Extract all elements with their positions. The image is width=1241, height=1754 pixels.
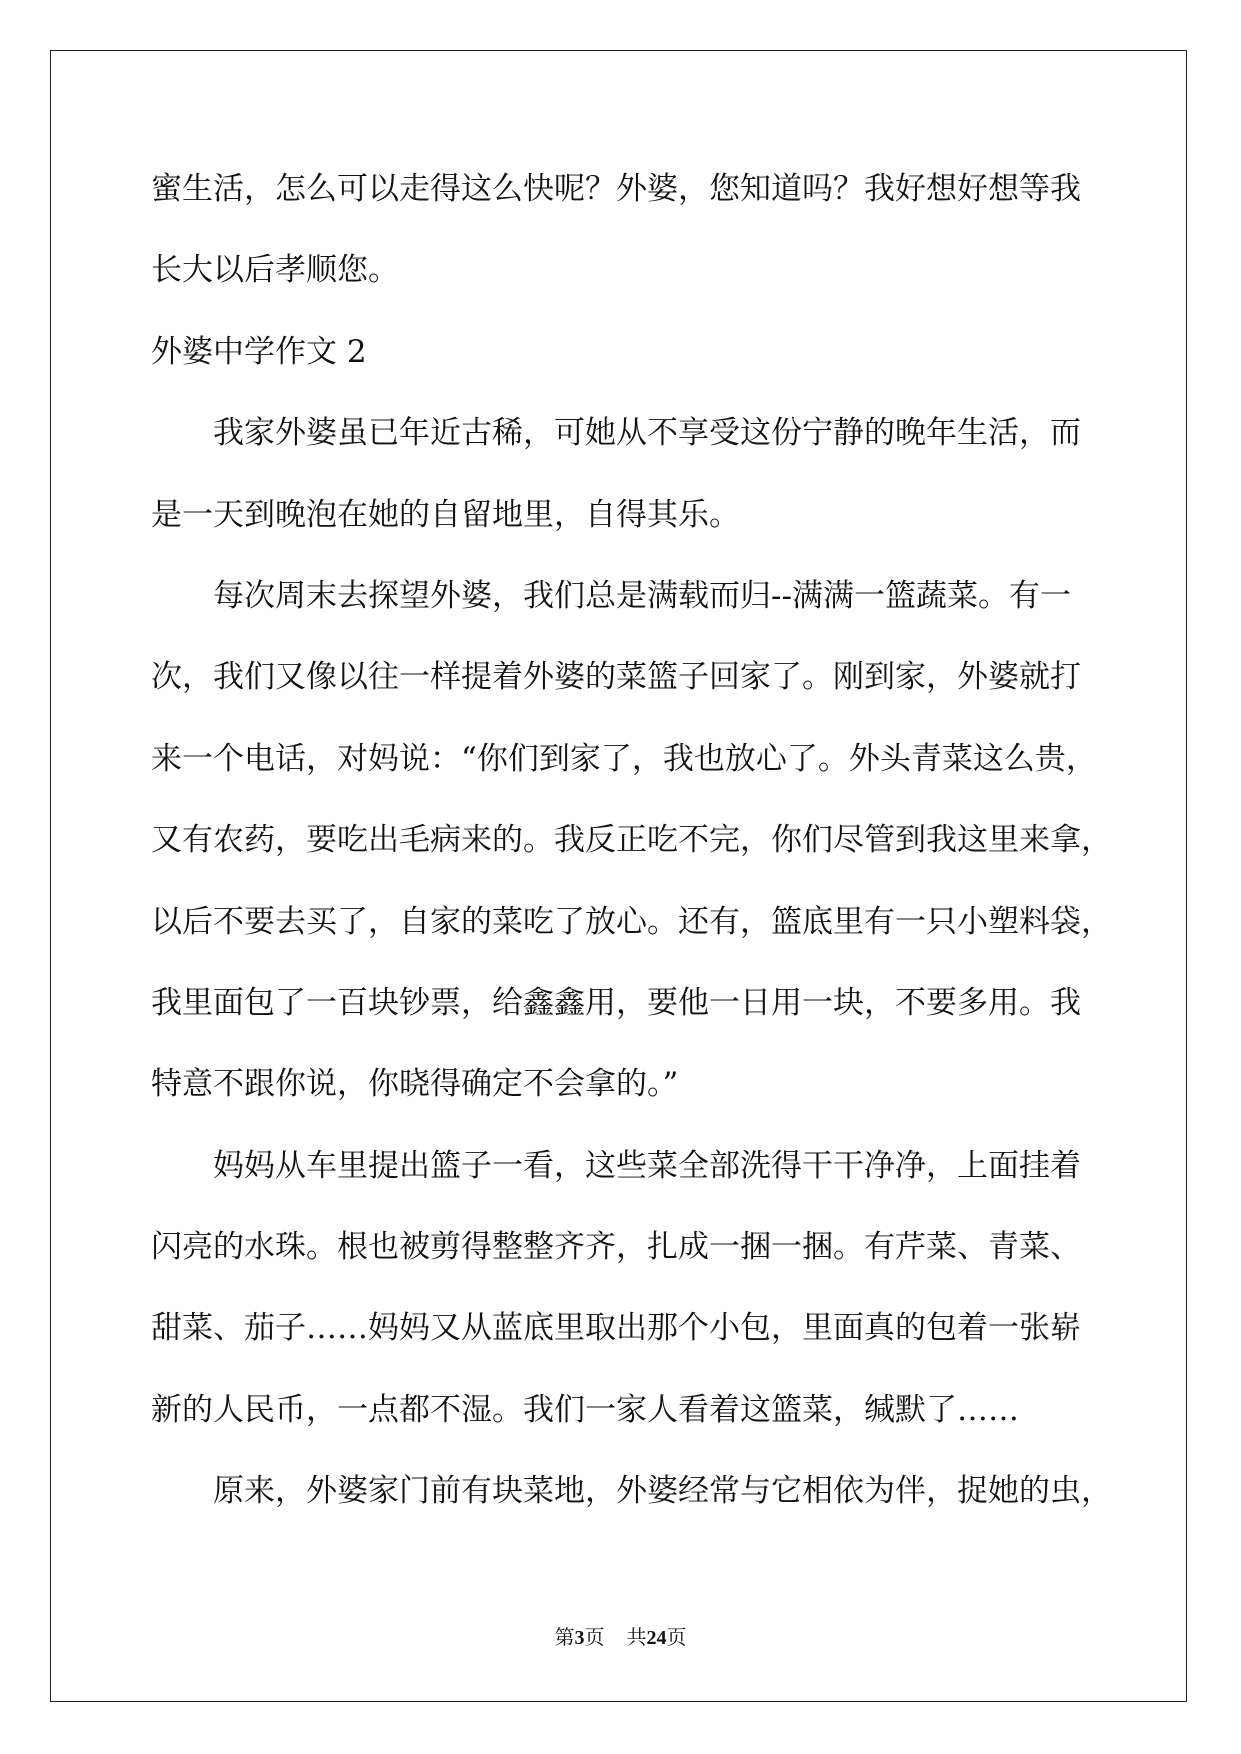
total-pages-prefix: 共 <box>626 1625 647 1649</box>
text-line: 闪亮的水珠。根也被剪得整整齐齐，扎成一捆一捆。有芹菜、青菜、 <box>151 1229 1081 1266</box>
total-pages: 24 <box>646 1627 667 1649</box>
text-line: 来一个电话，对妈说：“你们到家了，我也放心了。外头青菜这么贵， <box>151 740 1097 777</box>
page-footer <box>0 1625 1241 1649</box>
text-line: 蜜生活，怎么可以走得这么快呢？外婆，您知道吗？我好想好想等我 <box>151 171 1081 207</box>
text-line: 长大以后孝顺您。 <box>151 252 399 289</box>
text-line: 又有农药，要吃出毛病来的。我反正吃不完，你们尽管到我这里来拿， <box>151 822 1112 859</box>
text-line: 我里面包了一百块钞票，给鑫鑫用，要他一日用一块，不要多用。我 <box>151 984 1081 1021</box>
text-line: 妈妈从车里提出篮子一看，这些菜全部洗得干干净净，上面挂着 <box>213 1147 1081 1184</box>
text-line: 次，我们又像以往一样提着外婆的菜篮子回家了。刚到家，外婆就打 <box>151 659 1081 696</box>
page-number-suffix: 页 <box>584 1625 605 1649</box>
section-heading: 外婆中学作文 2 <box>151 333 367 370</box>
text-line: 特意不跟你说，你晓得确定不会拿的。” <box>151 1066 679 1103</box>
total-pages-suffix: 页 <box>666 1625 687 1649</box>
page-number: 3 <box>574 1627 585 1649</box>
text-line: 原来，外婆家门前有块菜地，外婆经常与它相依为伴，捉她的虫， <box>213 1473 1112 1510</box>
text-line: 甜菜、茄子……妈妈又从蓝底里取出那个小包，里面真的包着一张崭 <box>151 1310 1081 1347</box>
page-number-prefix: 第 <box>554 1625 575 1649</box>
text-line: 新的人民币，一点都不湿。我们一家人看着这篮菜，缄默了…… <box>151 1391 1019 1428</box>
text-line: 每次周末去探望外婆，我们总是满载而归--满满一篮蔬菜。有一 <box>213 577 1071 614</box>
document-body <box>151 149 1151 1533</box>
text-line: 是一天到晚泡在她的自留地里，自得其乐。 <box>151 496 740 533</box>
text-line: 以后不要去买了，自家的菜吃了放心。还有，篮底里有一只小塑料袋， <box>151 903 1112 940</box>
text-line: 我家外婆虽已年近古稀，可她从不享受这份宁静的晚年生活，而 <box>213 415 1081 452</box>
